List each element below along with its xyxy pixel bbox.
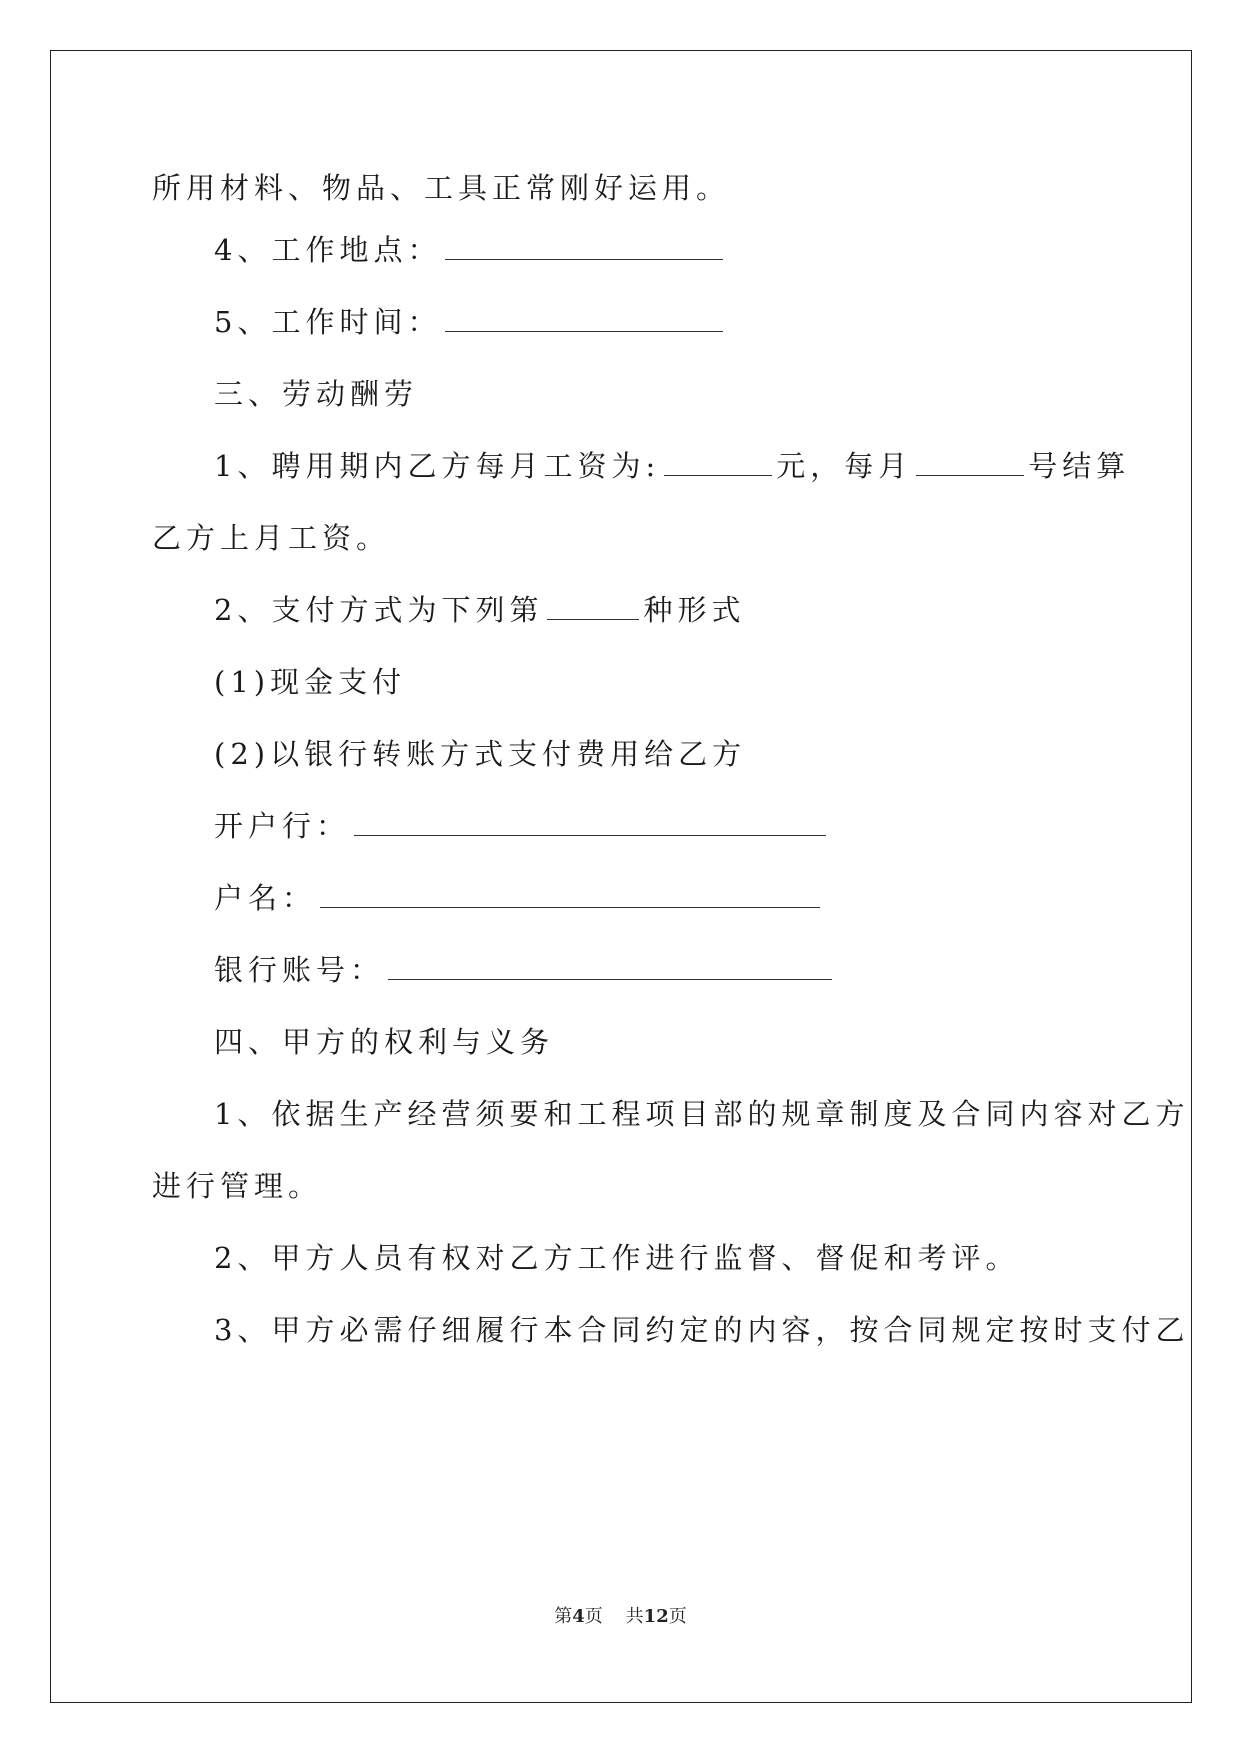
bank-name-label: 开户行： — [214, 809, 351, 843]
bank-name-blank[interactable] — [354, 809, 826, 836]
settlement-text: 号结算 — [1028, 449, 1131, 483]
paragraph-party-a-management: 1、依据生产经营须要和工程项目部的规章制度及合同内容对乙方 — [214, 1097, 1190, 1131]
section-heading-remuneration: 三、劳动酬劳 — [214, 377, 419, 411]
work-location-blank[interactable] — [445, 233, 723, 260]
paragraph-payment-method — [214, 590, 745, 630]
payment-method-blank[interactable] — [547, 593, 639, 620]
total-pages-number: 12 — [643, 1606, 669, 1627]
paragraph-party-a-management-continued: 进行管理。 — [152, 1169, 323, 1203]
account-name-blank[interactable] — [320, 881, 820, 908]
payment-method-suffix: 种形式 — [643, 593, 746, 627]
salary-unit: 元，每月 — [776, 449, 913, 483]
paragraph-account-name — [214, 878, 824, 918]
settlement-day-blank[interactable] — [916, 449, 1024, 476]
paragraph-party-a-obligation: 3、甲方必需仔细履行本合同约定的内容，按合同规定按时支付乙 — [214, 1313, 1190, 1347]
footer-total-prefix: 共 — [625, 1606, 644, 1627]
work-time-blank[interactable] — [445, 305, 723, 332]
page-footer — [0, 1602, 1241, 1628]
page-border — [50, 50, 1192, 1703]
paragraph-bank-name — [214, 806, 830, 846]
paragraph-work-time — [214, 302, 727, 342]
paragraph-salary — [214, 446, 1130, 486]
section-heading-party-a: 四、甲方的权利与义务 — [214, 1025, 555, 1059]
work-time-label: 5、工作时间： — [214, 305, 442, 339]
work-location-label: 4、工作地点： — [214, 233, 442, 267]
account-number-label: 银行账号： — [214, 953, 385, 987]
paragraph-work-location — [214, 230, 727, 270]
footer-page-unit: 页 — [584, 1606, 603, 1627]
paragraph-materials: 所用材料、物品、工具正常刚好运用。 — [152, 171, 731, 205]
footer-prefix: 第 — [554, 1606, 573, 1627]
footer-total-unit: 页 — [668, 1606, 687, 1627]
payment-method-label: 2、支付方式为下列第 — [214, 593, 544, 627]
current-page-number: 4 — [572, 1606, 585, 1627]
salary-label: 1、聘用期内乙方每月工资为: — [214, 449, 661, 483]
paragraph-party-a-supervision: 2、甲方人员有权对乙方工作进行监督、督促和考评。 — [214, 1241, 1020, 1275]
paragraph-salary-continued: 乙方上月工资。 — [152, 521, 391, 555]
account-name-label: 户名： — [214, 881, 317, 915]
salary-amount-blank[interactable] — [664, 449, 772, 476]
paragraph-account-number — [214, 950, 836, 990]
paragraph-cash-payment: (1)现金支付 — [214, 665, 407, 699]
paragraph-bank-transfer: (2)以银行转账方式支付费用给乙方 — [214, 737, 747, 771]
account-number-blank[interactable] — [388, 953, 832, 980]
